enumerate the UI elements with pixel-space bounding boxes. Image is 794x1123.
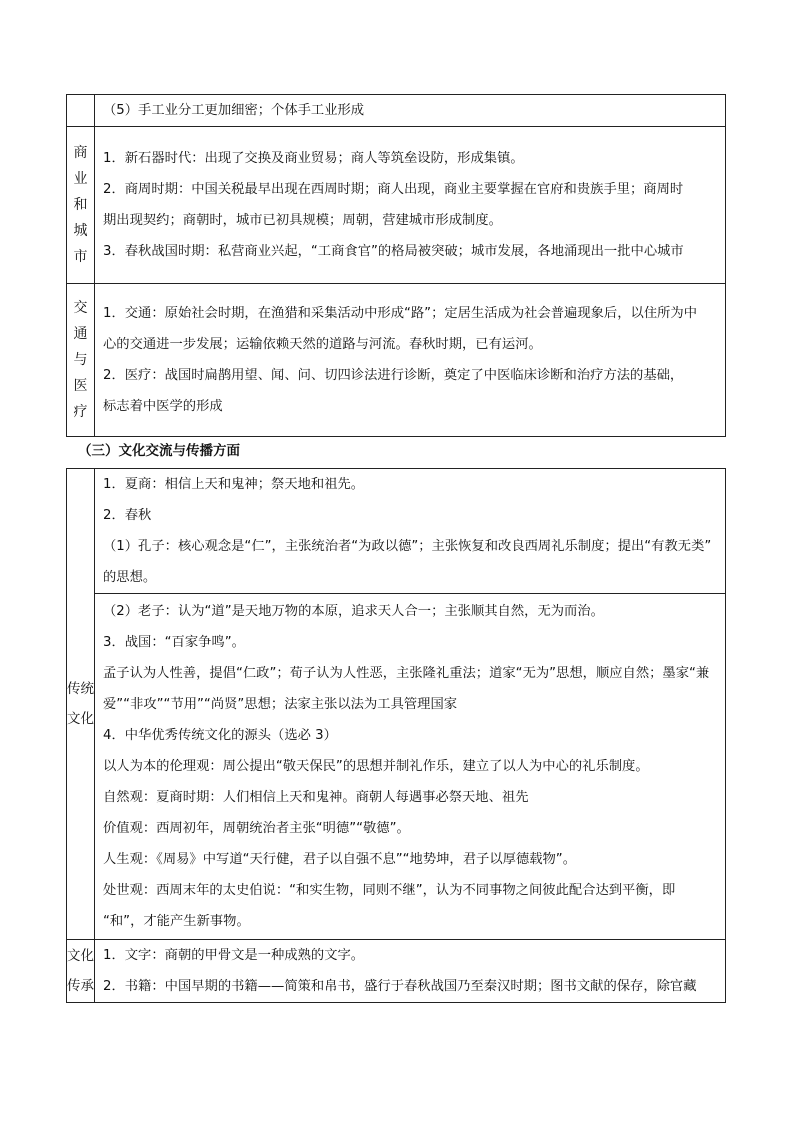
table-row	[67, 284, 726, 437]
text-line: 心的交通进一步发展；运输依赖天然的道路与河流。春秋时期，已有运河。	[103, 337, 542, 352]
row-label-cultural-inheritance	[67, 940, 95, 1003]
label-char: 市	[73, 249, 88, 265]
text-line: 1．夏商：相信上天和鬼神；祭天地和祖先。	[103, 477, 365, 492]
label-char: 交	[73, 300, 88, 316]
text-line: （1）孔子：核心观念是“仁”，主张统治者“为政以德”；主张恢复和改良西周礼乐制度；提出“有教无类”	[103, 539, 712, 554]
label-char: 和	[73, 197, 88, 213]
text-line: 2．医疗：战国时扁鹊用望、闻、问、切四诊法进行诊断，奠定了中医临床诊断和治疗方法的基础，	[103, 368, 684, 383]
text-line: 以人为本的伦理观：周公提出“敬天保民”的思想并制礼作乐，建立了以人为中心的礼乐制度。	[103, 759, 649, 774]
text-line: 1．交通：原始社会时期，在渔猎和采集活动中形成“路”；定居生活成为社会普遍现象后，以住所为中	[103, 306, 698, 321]
text-line: 人生观：《周易》中写道“天行健，君子以自强不息”“地势坤，君子以厚德载物”。	[103, 852, 576, 867]
text-line: 2．商周时期：中国关税最早出现在西周时期；商人出现，商业主要掌握在官府和贵族手里；商周时	[103, 182, 684, 197]
text-line: 2．春秋	[103, 508, 152, 523]
table-row	[67, 594, 726, 940]
label-text: 文化	[67, 711, 94, 727]
text-line: 自然观：夏商时期：人们相信上天和鬼神。商朝人每遇事必祭天地、祖先	[103, 790, 529, 805]
row-label-transport-medicine	[67, 284, 95, 437]
row-content	[95, 469, 726, 594]
row-content	[95, 127, 726, 284]
label-char: 与	[73, 352, 88, 368]
table-row	[67, 127, 726, 284]
label-text: 传统	[67, 681, 94, 697]
text-line: 1．文字：商朝的甲骨文是一种成熟的文字。	[103, 948, 365, 963]
label-char: 城	[73, 223, 88, 239]
row-content	[95, 940, 726, 1003]
label-char: 通	[73, 326, 88, 342]
text-line: 3．战国：“百家争鸣”。	[103, 635, 245, 650]
row-content	[95, 284, 726, 437]
label-text: 传承	[67, 978, 94, 994]
table-row	[67, 95, 726, 127]
row-label-commerce-city	[67, 127, 95, 284]
label-char: 业	[73, 171, 88, 187]
text-line: 标志着中医学的形成	[103, 399, 223, 414]
label-char: 疗	[73, 404, 88, 420]
text-line: 4．中华优秀传统文化的源头（选必 3）	[103, 728, 337, 743]
text-line: 价值观：西周初年，周朝统治者主张“明德”“敬德”。	[103, 821, 410, 836]
text-line: 3．春秋战国时期：私营商业兴起，“工商食官”的格局被突破；城市发展，各地涌现出一批中心城市	[103, 244, 684, 259]
text-line: （5）手工业分工更加细密；个体手工业形成	[103, 103, 365, 118]
text-line: 1．新石器时代：出现了交换及商业贸易；商人等筑垒设防，形成集镇。	[103, 151, 524, 166]
text-line: “和”，才能产生新事物。	[103, 914, 250, 929]
row-label-traditional-culture	[67, 469, 95, 940]
text-line: 孟子认为人性善，提倡“仁政”；荀子认为人性恶，主张隆礼重法；道家“无为”思想，顺应自然；墨家“兼	[103, 666, 710, 681]
text-line: 处世观：西周末年的太史伯说：“和实生物，同则不继”，认为不同事物之间彼此配合达到平衡，即	[103, 883, 676, 898]
text-line: 2．书籍：中国早期的书籍——简策和帛书，盛行于春秋战国乃至秦汉时期；图书文献的保存，除官藏	[103, 979, 697, 994]
text-line: （2）老子：认为“道”是天地万物的本原，追求天人合一；主张顺其自然，无为而治。	[103, 604, 604, 619]
section-heading: （三）文化交流与传播方面	[78, 443, 240, 459]
table-row	[67, 469, 726, 594]
row-label-empty	[67, 95, 95, 127]
text-line: 爱”“非攻”“节用”“尚贤”思想；法家主张以法为工具管理国家	[103, 697, 458, 712]
label-char: 医	[73, 378, 88, 394]
table-row	[67, 940, 726, 1003]
row-content	[95, 594, 726, 940]
row-content	[95, 95, 726, 127]
bottom-table	[66, 468, 726, 1003]
top-table	[66, 94, 726, 437]
text-line: 的思想。	[103, 570, 157, 585]
label-text: 文化	[67, 948, 94, 964]
text-line: 期出现契约；商朝时，城市已初具规模；周朝，营建城市形成制度。	[103, 213, 502, 228]
label-char: 商	[73, 145, 88, 161]
